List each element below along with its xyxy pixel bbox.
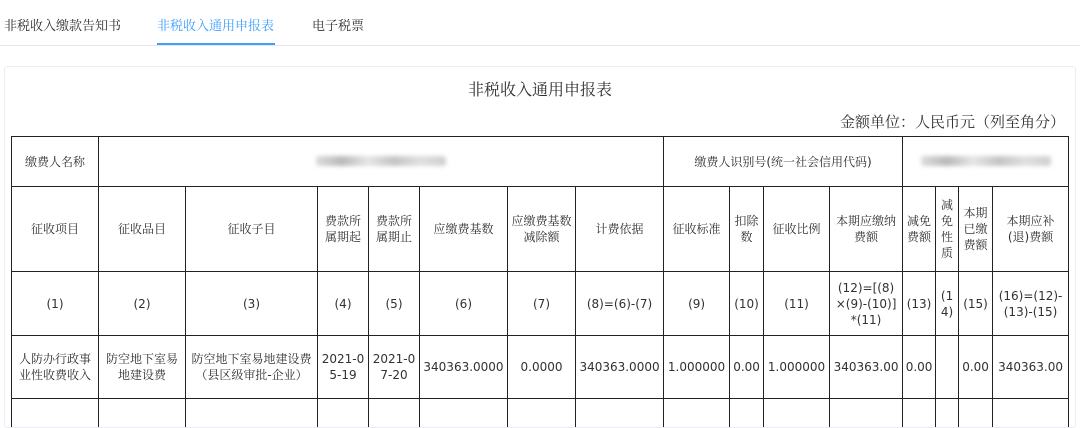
table-cell-1: 人防办行政事业性收费收入 [12, 336, 99, 399]
column-header-11: 征收比例 [764, 187, 830, 272]
column-header-4: 费款所属期起 [318, 187, 369, 272]
column-number-1: (1) [12, 272, 99, 336]
payer-id-label: 缴费人识别号(统一社会信用代码) [664, 137, 903, 187]
column-header-15: 本期已缴费额 [959, 187, 993, 272]
column-header-13: 减免费额 [903, 187, 936, 272]
table-cell-11: 1.000000 [764, 336, 830, 399]
column-number-3: (3) [186, 272, 318, 336]
column-header-12: 本期应缴纳费额 [830, 187, 903, 272]
amount-unit-label: 金额单位：人民币元（列至角分） [840, 111, 1065, 132]
tab-payment-notice[interactable]: 非税收入缴款告知书 [4, 0, 121, 45]
table-cell-2: 防空地下室易地建设费 [99, 336, 186, 399]
column-header-8: 计费依据 [576, 187, 664, 272]
column-header-5: 费款所属期止 [369, 187, 420, 272]
active-tab-indicator [157, 43, 275, 45]
table-cell-3: 防空地下室易地建设费（县区级审批-企业） [186, 336, 318, 399]
column-number-9: (9) [664, 272, 730, 336]
tab-general-declaration[interactable]: 非税收入通用申报表 [157, 0, 274, 45]
column-number-7: (7) [508, 272, 576, 336]
table-cell-5: 2021-07-20 [369, 336, 420, 399]
column-number-12: (12)=[(8)×(9)-(10)] *(11) [830, 272, 903, 336]
table-row-partial [12, 399, 1069, 428]
column-number-16: (16)=(12)-(13)-(15) [993, 272, 1069, 336]
table-cell-16: 340363.00 [993, 336, 1069, 399]
column-number-13: (13) [903, 272, 936, 336]
column-header-6: 应缴费基数 [420, 187, 508, 272]
payer-id-value [903, 137, 1069, 187]
tab-e-tax-receipt[interactable]: 电子税票 [312, 0, 364, 45]
table-row [12, 336, 1069, 399]
column-number-11: (11) [764, 272, 830, 336]
column-header-7: 应缴费基数减除额 [508, 187, 576, 272]
column-header-9: 征收标准 [664, 187, 730, 272]
column-header-14: 减免性质 [936, 187, 959, 272]
column-header-16: 本期应补(退)费额 [993, 187, 1069, 272]
payer-info-row [12, 137, 1069, 187]
column-number-row [12, 272, 1069, 336]
table-cell-9: 1.000000 [664, 336, 730, 399]
column-header-row [12, 187, 1069, 272]
column-number-4: (4) [318, 272, 369, 336]
column-header-10: 扣除数 [730, 187, 764, 272]
form-title: 非税收入通用申报表 [5, 77, 1075, 100]
column-number-14: (14) [936, 272, 959, 336]
column-header-3: 征收子目 [186, 187, 318, 272]
table-cell-4: 2021-05-19 [318, 336, 369, 399]
payer-name-label: 缴费人名称 [12, 137, 99, 187]
table-cell-12: 340363.00 [830, 336, 903, 399]
table-cell-10: 0.00 [730, 336, 764, 399]
column-number-8: (8)=(6)-(7) [576, 272, 664, 336]
payer-name-value [99, 137, 664, 187]
column-number-15: (15) [959, 272, 993, 336]
table-cell-8: 340363.0000 [576, 336, 664, 399]
table-cell-14 [936, 336, 959, 399]
table-cell-7: 0.0000 [508, 336, 576, 399]
declaration-form-card [4, 66, 1076, 428]
column-number-10: (10) [730, 272, 764, 336]
tab-bar [0, 0, 1080, 46]
declaration-table [11, 136, 1069, 428]
table-cell-6: 340363.0000 [420, 336, 508, 399]
column-number-6: (6) [420, 272, 508, 336]
column-header-2: 征收品目 [99, 187, 186, 272]
column-number-5: (5) [369, 272, 420, 336]
table-cell-15: 0.00 [959, 336, 993, 399]
column-header-1: 征收项目 [12, 187, 99, 272]
table-cell-13: 0.00 [903, 336, 936, 399]
column-number-2: (2) [99, 272, 186, 336]
